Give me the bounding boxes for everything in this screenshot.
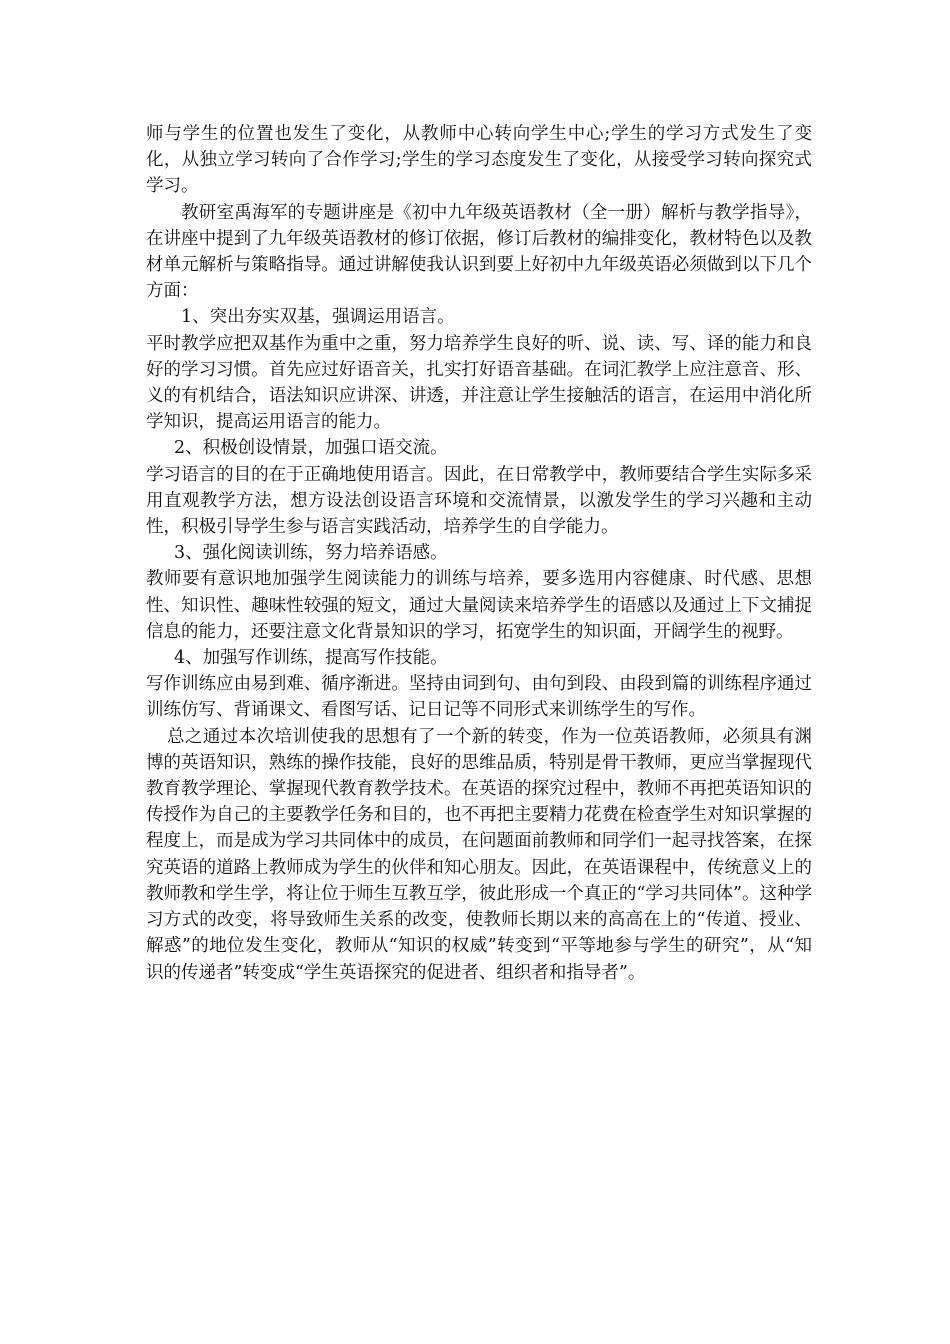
heading-point-1: 1、突出夯实双基，强调运用语言。 xyxy=(181,307,455,328)
paragraph-point-4: 写作训练应由易到难、循序渐进。坚持由词到句、由句到段、由段到篇的训练程序通过训练仿写、背诵课文、看图写话、记日记等不同形式来训练学生的写作。 xyxy=(146,674,812,721)
paragraph-point-2: 学习语言的目的在于正确地使用语言。因此，在日常教学中，教师要结合学生实际多采用直观教学方法，想方设法创设语言环境和交流情景，以激发学生的学习兴趣和主动性，积极引导学生参与语言实践活动，培养学生的自学能力。 xyxy=(146,464,812,538)
document-body xyxy=(146,121,812,986)
paragraph-point-1: 平时教学应把双基作为重中之重，努力培养学生良好的听、说、读、写、译的能力和良好的学习习惯。首先应过好语音关，扎实打好语音基础。在词汇教学上应注意音、形、义的有机结合，语法知识应讲深、讲透，并注意让学生接触活的语言，在运用中消化所学知识，提高运用语言的能力。 xyxy=(146,333,812,433)
heading-point-3: 3、强化阅读训练，努力培养语感。 xyxy=(174,543,448,564)
paragraph-conclusion: 总之通过本次培训使我的思想有了一个新的转变，作为一位英语教师，必须具有渊博的英语知识，熟练的操作技能，良好的思维品质，特别是骨干教师，更应当掌握现代教育教学理论、掌握现代教育教学技术。在英语的探究过程中，教师不再把英语知识的传授作为自己的主要教学任务和目的，也不再把主要精力花费在检查学生对知识掌握的程度上，而是成为学习共同体中的成员，在问题面前教师和同学们一起寻找答案，在探究英语的道路上教师成为学生的伙伴和知心朋友。因此，在英语课程中，传统意义上的教师教和学生学，将让位于师生互教互学，彼此形成一个真正的“学习共同体”。这种学习方式的改变，将导致师生关系的改变，使教师长期以来的高高在上的“传道、授业、解惑”的地位发生变化，教师从“知识的权威”转变到“平等地参与学生的研究”，从“知识的传递者”转变成“学生英语探究的促进者、组织者和指导者”。 xyxy=(146,726,812,983)
paragraph-continuation: 师与学生的位置也发生了变化，从教师中心转向学生中心;学生的学习方式发生了变化，从独立学习转向了合作学习;学生的学习态度发生了变化，从接受学习转向探究式学习。 xyxy=(146,124,812,197)
paragraph-point-3: 教师要有意识地加强学生阅读能力的训练与培养，要多选用内容健康、时代感、思想性、知识性、趣味性较强的短文，通过大量阅读来培养学生的语感以及通过上下文捕捉信息的能力，还要注意文化背景知识的学习，拓宽学生的知识面，开阔学生的视野。 xyxy=(146,569,812,642)
paragraph-lecture-intro: 教研室禹海军的专题讲座是《初中九年级英语教材（全一册）解析与教学指导》，在讲座中提到了九年级英语教材的修订依据，修订后教材的编排变化，教材特色以及教材单元解析与策略指导。通过讲解使我认识到要上好初中九年级英语必须做到以下几个方面： xyxy=(146,202,812,302)
heading-point-4: 4、加强写作训练，提高写作技能。 xyxy=(174,648,448,669)
heading-point-2: 2、积极创设情景，加强口语交流。 xyxy=(174,438,448,459)
